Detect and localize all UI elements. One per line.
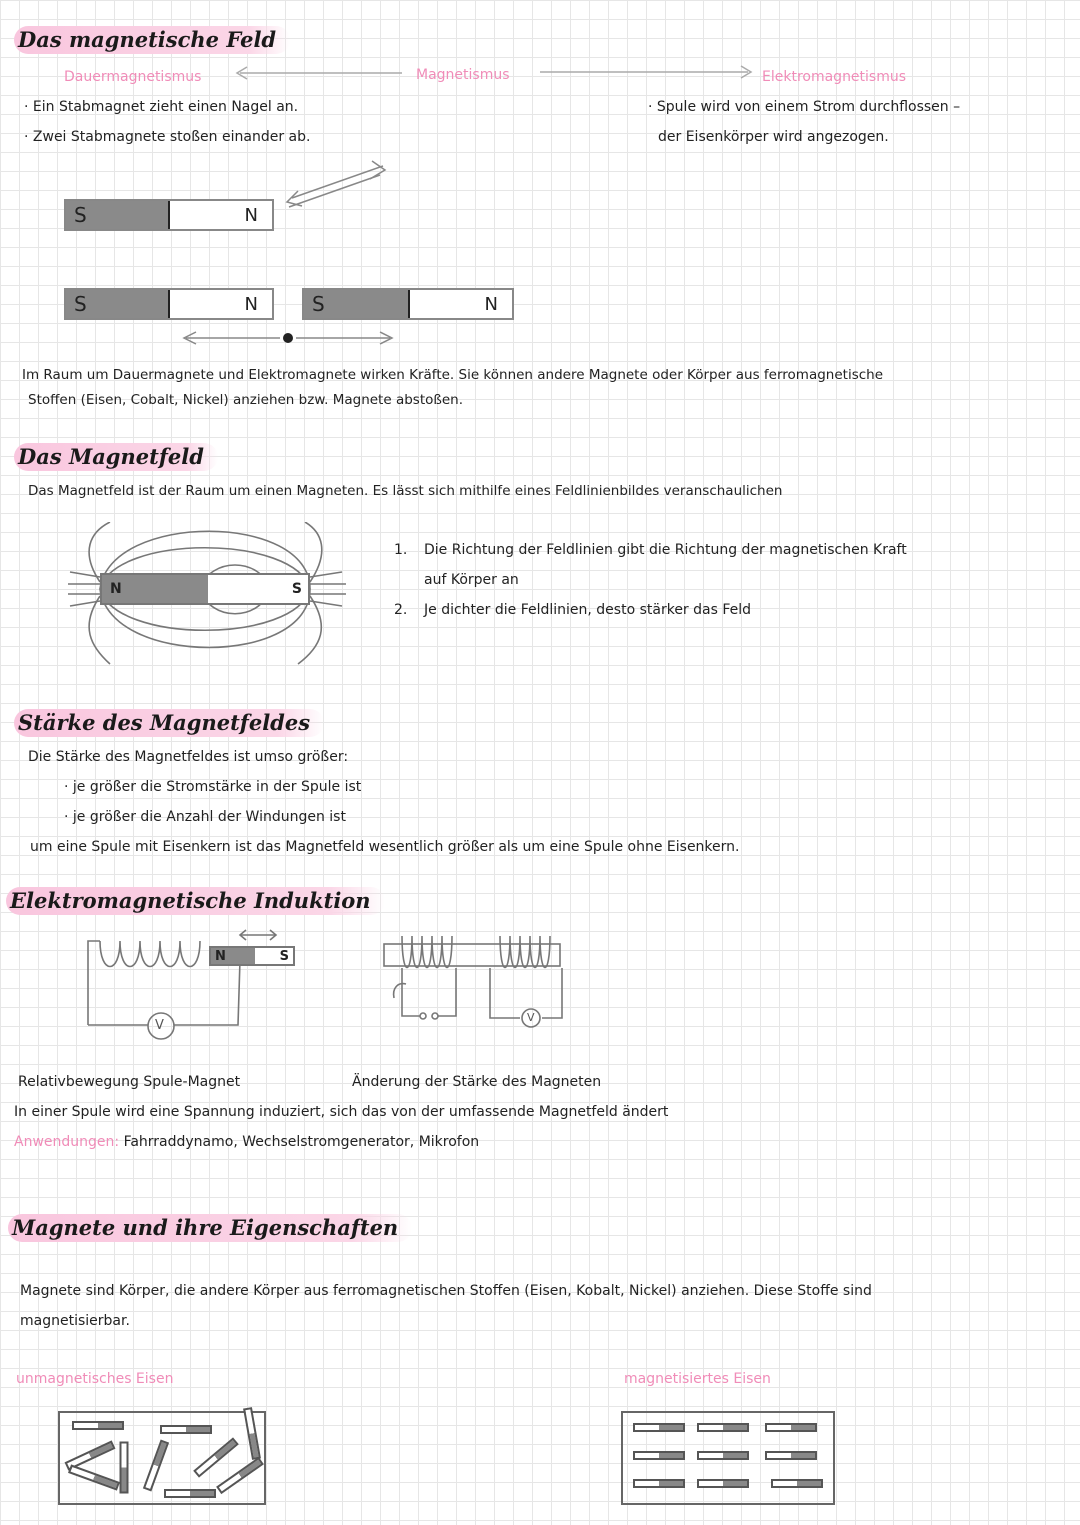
sec1-paragraph-line-1: Im Raum um Dauermagnete und Elektromagnete wirken Kräfte. Sie können andere Magnete oder Körper aus ferromagnetische xyxy=(22,367,884,383)
voltmeter-icon: V xyxy=(527,1011,535,1024)
sec5-paragraph-line-1: Magnete sind Körper, die andere Körper aus ferromagnetischen Stoffen (Eisen, Kobalt, Nickel) anziehen. Diese Stoffe sind xyxy=(20,1283,872,1299)
label-magnetized-iron: magnetisiertes Eisen xyxy=(624,1371,771,1387)
domain xyxy=(193,1437,239,1477)
north-pole: N xyxy=(102,575,208,603)
point-2-number: 2. xyxy=(394,602,408,618)
sec3-bullet-2: · je größer die Anzahl der Windungen ist xyxy=(64,809,346,825)
section-title-field-strength: Stärke des Magnetfeldes xyxy=(14,709,324,737)
domain xyxy=(765,1451,817,1460)
north-pole: N xyxy=(170,290,272,318)
south-pole: S xyxy=(66,201,170,229)
sec3-intro: Die Stärke des Magnetfeldes ist umso größer: xyxy=(28,749,349,765)
domain xyxy=(120,1442,129,1494)
label-unmagnetized-iron: unmagnetisches Eisen xyxy=(16,1371,174,1387)
sec3-bullet-1: · je größer die Stromstärke in der Spule ist xyxy=(64,779,362,795)
domain xyxy=(160,1425,212,1434)
domain xyxy=(164,1489,216,1498)
domain xyxy=(697,1451,749,1460)
point-2-line-1: Je dichter die Feldlinien, desto stärker das Feld xyxy=(424,602,752,618)
caption-strength-change: Änderung der Stärke des Magneten xyxy=(352,1074,602,1090)
unmagnetized-iron-box xyxy=(58,1411,266,1505)
south-pole: S xyxy=(66,290,170,318)
section-title-magnetic-field: Das magnetische Feld xyxy=(14,26,290,54)
caption-relative-motion: Relativbewegung Spule-Magnet xyxy=(18,1074,241,1090)
section-title-magnetfeld: Das Magnetfeld xyxy=(14,443,218,471)
domain xyxy=(633,1451,685,1460)
bar-magnet-left xyxy=(64,288,274,320)
domain xyxy=(68,1464,120,1490)
diagonal-double-arrow-icon xyxy=(287,161,385,207)
induction-diagram-left xyxy=(80,925,310,1045)
applications-label: Anwendungen: xyxy=(14,1134,120,1150)
voltmeter-icon: V xyxy=(155,1018,164,1033)
north-pole: N xyxy=(410,290,512,318)
left-line-1: · Ein Stabmagnet zieht einen Nagel an. xyxy=(24,99,299,115)
bar-magnet-single xyxy=(64,199,274,231)
induction-diagram-right xyxy=(380,928,570,1028)
domain xyxy=(243,1407,261,1460)
south-pole: S xyxy=(208,575,308,603)
domain xyxy=(771,1479,823,1488)
induction-statement: In einer Spule wird eine Spannung induziert, sich das von der umfassende Magnetfeld ändert xyxy=(14,1104,669,1120)
sec5-paragraph-line-2: magnetisierbar. xyxy=(20,1313,130,1329)
field-bar-magnet xyxy=(100,573,310,605)
right-line-1: · Spule wird von einem Strom durchflossen – xyxy=(648,99,961,115)
magnetized-iron-box xyxy=(621,1411,835,1505)
point-1-line-1: Die Richtung der Feldlinien gibt die Richtung der magnetischen Kraft xyxy=(424,542,907,558)
section-title-magnets-properties: Magnete und ihre Eigenschaften xyxy=(8,1214,412,1242)
induction-magnet xyxy=(209,946,295,966)
sec3-note: um eine Spule mit Eisenkern ist das Magnetfeld wesentlich größer als um eine Spule ohne Eisenkern. xyxy=(30,839,740,855)
point-1-number: 1. xyxy=(394,542,408,558)
domain xyxy=(765,1423,817,1432)
label-electromagnetism: Elektromagnetismus xyxy=(762,69,907,85)
domain xyxy=(72,1421,124,1430)
domain xyxy=(633,1423,685,1432)
domain xyxy=(633,1479,685,1488)
center-point xyxy=(283,333,293,343)
section-title-induction: Elektromagnetische Induktion xyxy=(6,887,385,915)
domain xyxy=(216,1457,264,1494)
right-line-2: der Eisenkörper wird angezogen. xyxy=(658,129,889,145)
bar-magnet-right xyxy=(302,288,514,320)
south-pole: S xyxy=(304,290,410,318)
north-pole: N xyxy=(211,948,255,964)
sec1-paragraph-line-2: Stoffen (Eisen, Cobalt, Nickel) anziehen bzw. Magnete abstoßen. xyxy=(28,392,464,408)
left-line-2: · Zwei Stabmagnete stoßen einander ab. xyxy=(24,129,311,145)
south-pole: S xyxy=(255,948,293,964)
sec2-intro: Das Magnetfeld ist der Raum um einen Magneten. Es lässt sich mithilfe eines Feldlinienbildes veranschaulichen xyxy=(28,483,783,499)
applications-line xyxy=(14,1133,479,1151)
label-magnetism: Magnetismus xyxy=(416,67,510,83)
applications-text: Fahrraddynamo, Wechselstromgenerator, Mikrofon xyxy=(123,1134,480,1150)
domain xyxy=(143,1440,169,1492)
label-permanent-magnetism: Dauermagnetismus xyxy=(64,69,202,85)
north-pole: N xyxy=(170,201,272,229)
point-1-line-2: auf Körper an xyxy=(424,572,519,588)
domain xyxy=(697,1479,749,1488)
domain xyxy=(697,1423,749,1432)
